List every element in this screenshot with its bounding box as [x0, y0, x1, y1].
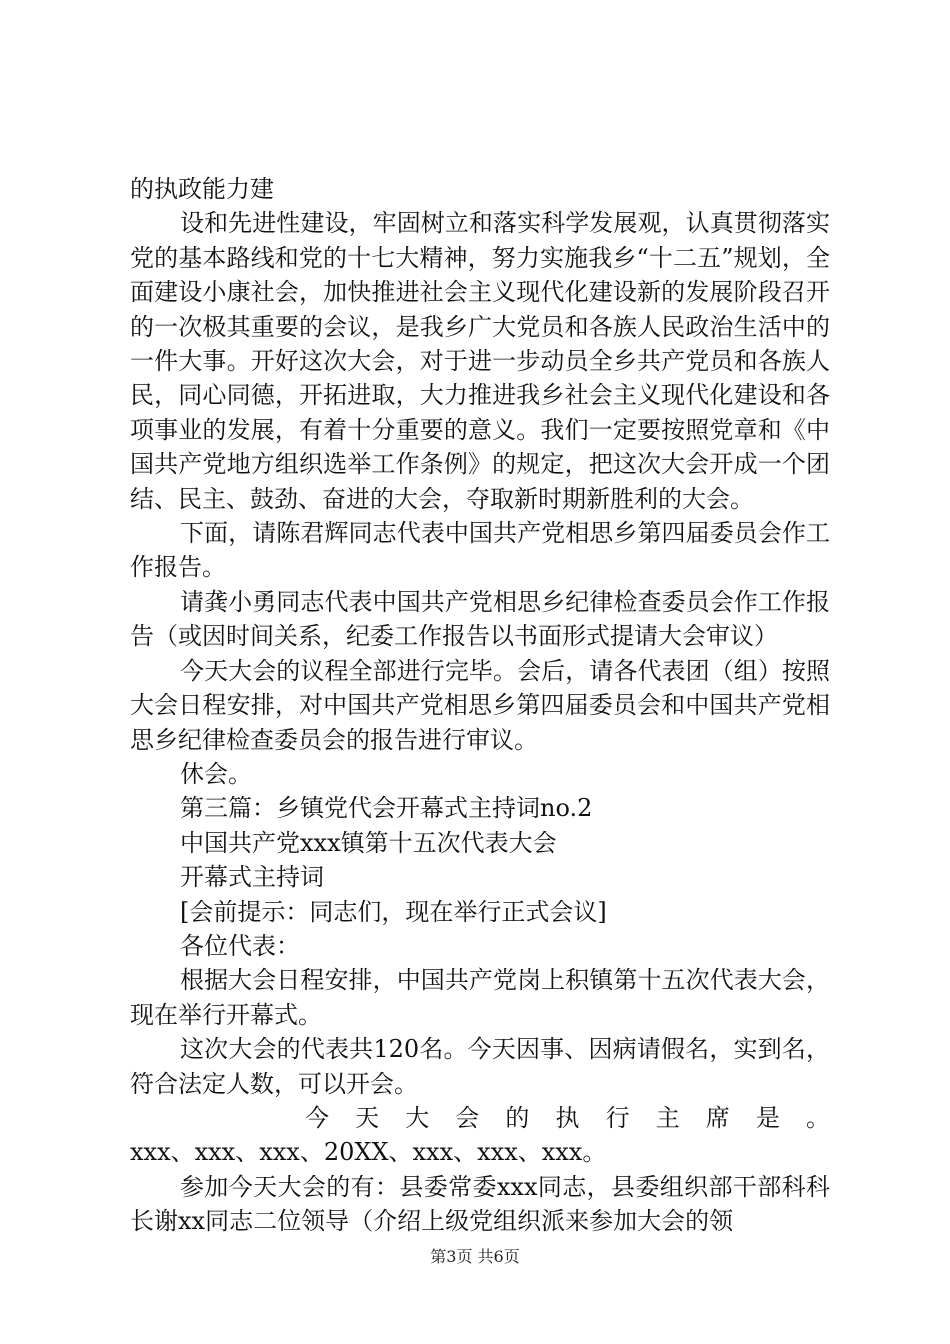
paragraph-1: 的执政能力建 — [130, 175, 274, 203]
salutation: 各位代表： — [180, 931, 300, 960]
page-number-footer: 第3页 共6页 — [430, 1247, 520, 1266]
section-heading: 第三篇：乡镇党代会开幕式主持词no.2 — [180, 794, 593, 823]
paragraph-2: 设和先进性建设，牢固树立和落实科学发展观，认真贯彻落实党的基本路线和党的十七大精神，努力实施我乡“十二五”规划，全面建设小康社会，加快推进社会主义现代化建设新的发展阶段召开的一次极其重要的会议，是我乡广大党员和各族人民政治生活中的一件大事。开好这次大会，对于进一步动员全乡共产党员和各族人民，同心同德，开拓进取，大力推进我乡社会主义现代化建设和各项事业的发展，有着十分重要的意义。我们一定要按照党章和《中国共产党地方组织选举工作条例》的规定，把这次大会开成一个团结、民主、鼓劲、奋进的大会，夺取新时期新胜利的大会。 — [130, 209, 830, 513]
paragraph-attendees: 参加今天大会的有：县委常委xxx同志，县委组织部干部科科长谢xx同志二位领导（介绍上级党组织派来参加大会的领 — [130, 1172, 830, 1236]
paragraph-attendance: 这次大会的代表共120名。今天因事、因病请假名，实到名，符合法定人数，可以开会。 — [130, 1035, 830, 1098]
chair-line: 今 天 大 会 的 执 行 主 席 是 。 — [305, 1103, 830, 1132]
speech-title: 开幕式主持词 — [180, 863, 324, 892]
meeting-title: 中国共产党xxx镇第十五次代表大会 — [180, 828, 557, 857]
chair-names: xxx、xxx、xxx、20XX、xxx、xxx、xxx。 — [130, 1138, 607, 1167]
paragraph-4: 请龚小勇同志代表中国共产党相思乡纪律检查委员会作工作报告（或因时间关系，纪委工作报告以书面形式提请大会审议） — [130, 587, 830, 651]
paragraph-6: 休会。 — [180, 759, 252, 788]
paragraph-3: 下面，请陈君辉同志代表中国共产党相思乡第四届委员会作工作报告。 — [130, 519, 830, 582]
document-body — [130, 172, 830, 1239]
paragraph-opening: 根据大会日程安排，中国共产党岗上积镇第十五次代表大会，现在举行开幕式。 — [130, 966, 830, 1029]
pre-meeting-note: [会前提示：同志们，现在举行正式会议] — [180, 897, 607, 926]
paragraph-5: 今天大会的议程全部进行完毕。会后，请各代表团（组）按照大会日程安排，对中国共产党相思乡第四届委员会和中国共产党相思乡纪律检查委员会的报告进行审议。 — [130, 656, 830, 754]
